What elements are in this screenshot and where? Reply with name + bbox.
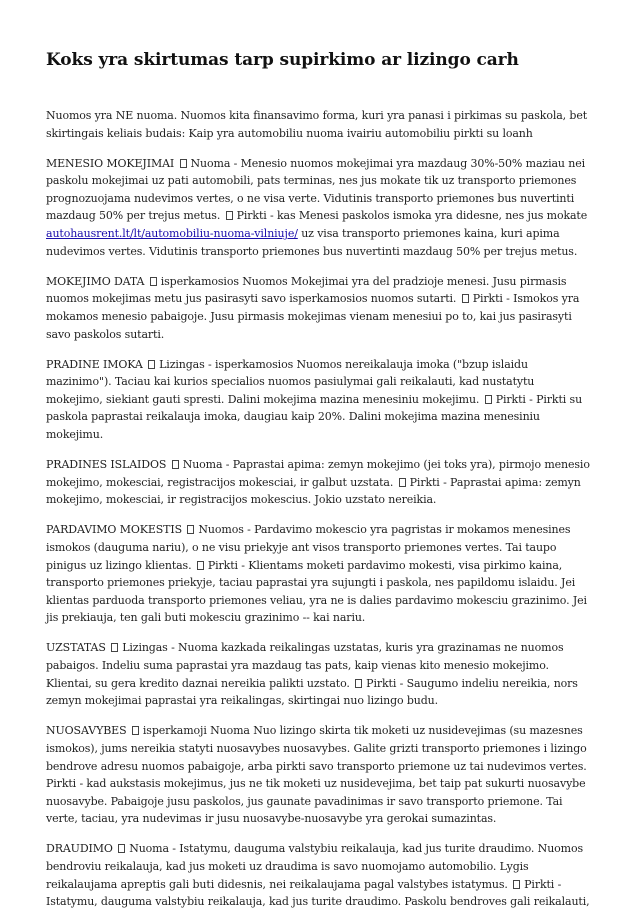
paragraph-mokejimo-data: MOKEJIMO DATA isperkamosios Nuomos Mokejimai yra del pradzioje menesi. Jusu pirmasis nuomos mokejimas metu jus pasirasyti savo isperkamosios nuomos sutarti. Pirkti - Ismokos yra mokamos menesio pabaigoje. Jusu pirmasis mokejimas vienam menesiui po to, kai jus pasirasyti savo paskolos sutarti. [46, 274, 580, 341]
paragraph-draudimo: DRAUDIMO Nuoma - Istatymu, dauguma valstybiu reikalauja, kad jus turite draudimo. Nuomos bendroviu reikalauja, kad jus moketi uz draudima is savo nuomojamo automobilio. Lygis reikalaujama apreptis gali buti didesnis, nei reikalaujama pagal valstybes istatymus. Pirkti - Istatymu, dauguma valstybiu reikalauja, kad jus turite draudimo. Paskolu bendroves gali reikalauti, [46, 842, 590, 909]
missing-glyph-icon [485, 395, 492, 404]
missing-glyph-icon [399, 478, 406, 487]
missing-glyph-icon [513, 880, 520, 889]
paragraph-nuosavybes: NUOSAVYBES isperkamoji Nuoma Nuo lizingo skirta tik moketi uz nusidevejimas (su mazesnes ismokos), jums nereikia statyti nuosavybes nuosavybes. Galite grizti transporto priemones i lizingo bendrove adresu nuomos pabaigoje, arba pirkti savo transporto priemone uz tai nudevimos vertes. Pirkti - kad aukstasis mokejimus, jus ne tik moketi uz nusidevejima, bet taip pat sukurti nuosavybe nuosavybe. Pabaigoje jusu paskolos, jus gaunate pavadinimas ir savo transporto priemone. Tai verte, taciau, yra nudevimas ir jusu nuosavybe-nuosavybe yra gerokai sumazintas. [46, 724, 587, 826]
section-heading: UZSTATAS [46, 641, 106, 655]
section-heading: MOKEJIMO DATA [46, 274, 145, 288]
section-heading: PRADINE IMOKA [46, 357, 143, 371]
section-heading: PRADINES ISLAIDOS [46, 458, 167, 472]
paragraph-pradine-imoka: PRADINE IMOKA Lizingas - isperkamosios Nuomos nereikalauja imoka ("bzup islaidu mazinimo"). Taciau kai kurios specialios nuomos pasiulymai gali reikalauti, kad nustatytu mokejimo, siekiant gauti spresti. Dalini mokejima mazina menesiniu mokejimu. Pirkti - Pirkti su paskola paprastai reikalauja imoka, daugiau kaip 20%. Dalini mokejima mazina menesiniu mokejimu. [46, 357, 583, 441]
missing-glyph-icon [118, 844, 125, 853]
section-heading: MENESIO MOKEJIMAI [46, 156, 175, 170]
missing-glyph-icon [150, 277, 157, 286]
paragraph-uzstatas: UZSTATAS Lizingas - Nuoma kazkada reikalingas uzstatas, kuris yra grazinamas ne nuomos pabaigos. Indeliu suma paprastai yra mazdaug tas pats, kaip vienas kito menesio mokejimo. Klientai, su gera kredito daznai nereikia palikti uzstato. Pirkti - Saugumo indeliu nereikia, nors zemyn mokejimai paprastai yra reikalingas, skirtingai nuo lizingo budu. [46, 641, 578, 708]
missing-glyph-icon [187, 525, 194, 534]
missing-glyph-icon [148, 360, 155, 369]
section-heading: NUOSAVYBES [46, 724, 127, 738]
missing-glyph-icon [197, 561, 204, 570]
section-heading: PARDAVIMO MOKESTIS [46, 523, 183, 537]
intro-paragraph: Nuomos yra NE nuoma. Nuomos kita finansavimo forma, kuri yra panasi i pirkimas su paskola, bet skirtingais keliais budais: Kaip yra automobiliu nuoma ivairiu automobiliu pirkti su loanh [46, 109, 588, 140]
section-heading: DRAUDIMO [46, 842, 113, 856]
paragraph-pradines-islaidos: PRADINES ISLAIDOS Nuoma - Paprastai apima: zemyn mokejimo (jei toks yra), pirmojo menesio mokejimo, mokesciai, registracijos mokesciai, ir galbut uzstata. Pirkti - Paprastai apima: zemyn mokejimo, mokesciai, ir registracijos mokescius. Jokio uzstato nereikia. [46, 458, 590, 507]
missing-glyph-icon [180, 159, 187, 168]
missing-glyph-icon [172, 460, 179, 469]
missing-glyph-icon [355, 679, 362, 688]
missing-glyph-icon [226, 211, 233, 220]
missing-glyph-icon [111, 643, 118, 652]
missing-glyph-icon [462, 294, 469, 303]
paragraph-pardavimo-mokestis: PARDAVIMO MOKESTIS Nuomos - Pardavimo mokescio yra pagristas ir mokamos menesines ismokos (dauguma nariu), o ne visu priekyje ant visos transporto priemones vertes. Tai taupo pinigus uz lizingo klientas. Pirkti - Klientams moketi pardavimo mokesti, visa pirkimo kaina, transporto priemones priekyje, taciau paprastai yra sujungti i paskola, nes papildomu islaidu. Jei klientas parduoda transporto priemones veliau, yra ne is dalies pardavimo mokesciu grazinimo. Jei jis prekiauja, ten gali buti mokesciu grazinimo -- kai nariu. [46, 523, 587, 625]
rental-link[interactable]: autohausrent.lt/lt/automobiliu-nuoma-vilniuje/ [46, 227, 298, 241]
missing-glyph-icon [132, 726, 139, 735]
document-title: Koks yra skirtumas tarp supirkimo ar lizingo carh [46, 50, 519, 70]
paragraph-menesio-mokejimai: MENESIO MOKEJIMAI Nuoma - Menesio nuomos mokejimai yra mazdaug 30%-50% maziau nei paskolu mokejimai uz pati automobili, pats terminas, nes jus mokate tik uz transporto priemones prognozuojama nudevimos vertes, o ne visa verte. Vidutinis transporto priemones bus nuvertinti mazdaug 50% per trejus metus. Pirkti - kas Menesi paskolos ismoka yra didesne, nes jus mokate autohausrent.lt/lt/automobiliu-nuoma-vilniuje/ uz visa transporto priemones kaina, kuri apima nudevimos vertes. Vidutinis transporto priemones bus nuvertinti mazdaug 50% per trejus metus. [46, 156, 588, 258]
